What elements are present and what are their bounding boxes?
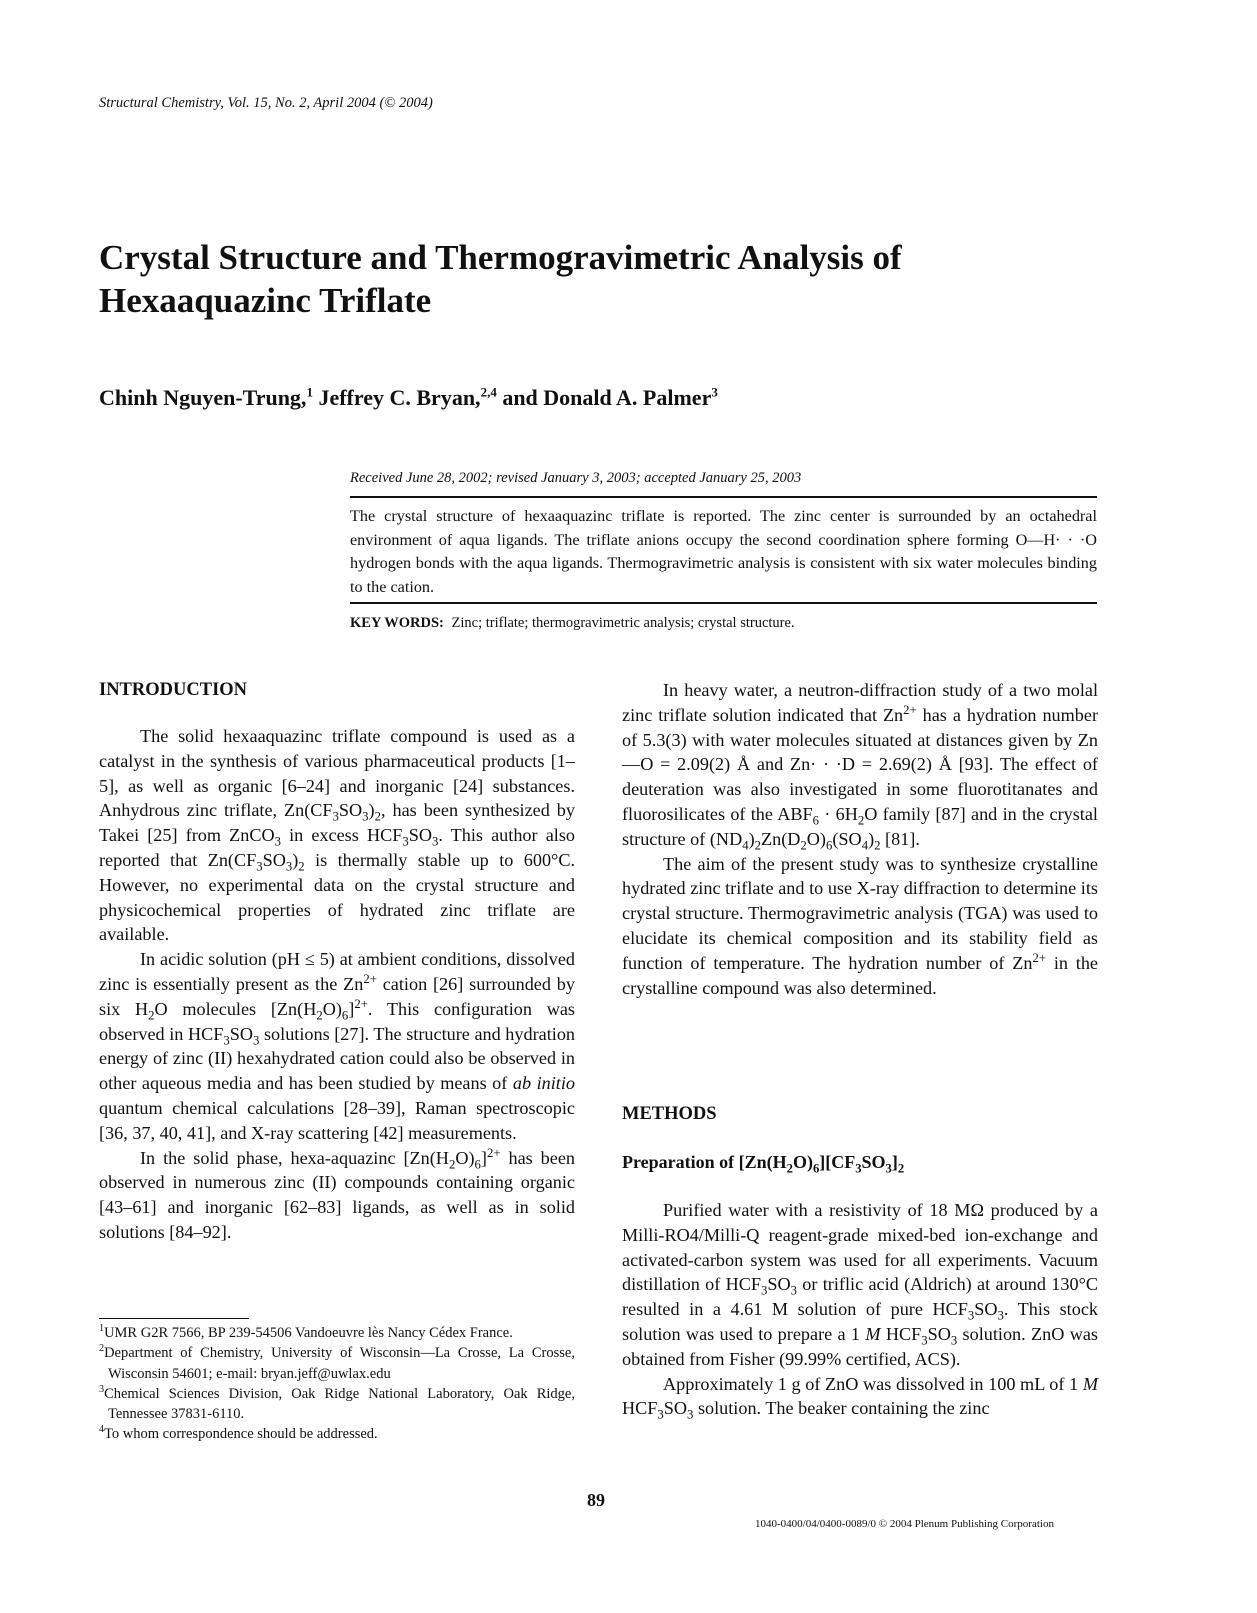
- footnote: [99, 1343, 575, 1384]
- author-affiliation-mark: 3: [711, 384, 718, 400]
- footnote: [99, 1424, 575, 1444]
- journal-citation: Structural Chemistry, Vol. 15, No. 2, April 2004 (© 2004): [99, 95, 433, 111]
- intro-paragraph-1: The solid hexaaquazinc triflate compound is used as a catalyst in the synthesis of various pharmaceutical products [1–5], as well as organic [6–24] and inorganic [24] substances. Anhydrous zinc triflate, $Zn(CF_3SO_3)_2$, has been synthesized by Takei [25] from ZnCO$_3$ in excess $HCF_3SO_3$. This author also reported that $Zn(CF_3SO_3)_2$ is thermally stable up to 600°C. However, no experimental data on the crystal structure and physicochemical properties of hydrated zinc triflate are available.: [99, 726, 575, 945]
- author-affiliation-mark: 2,4: [480, 384, 497, 400]
- author-affiliation-mark: 1: [306, 384, 313, 400]
- right-column-text: [622, 678, 1098, 1000]
- footnote-mark: 3: [99, 1384, 105, 1396]
- footnote-mark: 4: [99, 1424, 105, 1436]
- footnotes: [99, 1323, 575, 1445]
- keywords-text: Zinc; triflate; thermogravimetric analysis; crystal structure.: [451, 615, 795, 631]
- methods-paragraph-1: Purified water with a resistivity of 18 MΩ produced by a Milli-RO4/Milli-Q reagent-grade mixed-bed ion-exchange and activated-carbon system was used for all experiments. Vacuum distillation of $HCF_3SO_3$ or triflic acid (Aldrich) at around 130°C resulted in a 4.61 M solution of pure $HCF_3SO_3$. This stock solution was used to prepare a 1 M $HCF_3SO_3$ solution. ZnO was obtained from Fisher (99.99% certified, ACS).: [622, 1200, 1098, 1369]
- author-name: and Donald A. Palmer: [502, 385, 712, 410]
- footnote-text: To whom correspondence should be addressed.: [104, 1426, 378, 1443]
- intro-paragraph-2: In acidic solution (pH ≤ 5) at ambient conditions, dissolved zinc is essentially present as the $Zn^{2+}$ cation [26] surrounded by six $H_2O$ molecules $[Zn(H_2O)_6]^{2+}$. This configuration was observed in $HCF_3SO_3$ solutions [27]. The structure and hydration energy of zinc (II) hexahydrated cation could also be observed in other aqueous media and has been studied by means of ab initio quantum chemical calculations [28–39], Raman spectroscopic [36, 37, 40, 41], and X-ray scattering [42] measurements.: [99, 949, 576, 1143]
- footnote-text: Chemical Sciences Division, Oak Ridge National Laboratory, Oak Ridge, Tennessee 37831-6110.: [104, 1385, 575, 1423]
- author-name: Jeffrey C. Bryan,: [318, 385, 481, 410]
- footnote-mark: 2: [99, 1343, 105, 1355]
- footnote: [99, 1323, 575, 1343]
- abstract: The crystal structure of hexaaquazinc triflate is reported. The zinc center is surrounded by an octahedral environment of aqua ligands. The triflate anions occupy the second coordination sphere forming O—H· · ·O hydrogen bonds with the aqua ligands. Thermogravimetric analysis is consistent with six water molecules binding to the cation.: [350, 507, 1097, 596]
- article-title: Crystal Structure and Thermogravimetric Analysis of Hexaaquazinc Triflate: [99, 238, 902, 320]
- keywords: [350, 615, 795, 632]
- abstract-bottom-rule: [350, 602, 1097, 604]
- left-column-text: [99, 724, 575, 1245]
- footnote-text: UMR G2R 7566, BP 239-54506 Vandoeuvre lès Nancy Cédex France.: [104, 1325, 513, 1341]
- methods-text: [622, 1198, 1098, 1421]
- footnote-text: Department of Chemistry, University of Wisconsin—La Crosse, La Crosse, Wisconsin 54601; e-mail: bryan.jeff@uwlax.edu: [104, 1345, 575, 1382]
- keywords-label: KEY WORDS:: [350, 615, 444, 631]
- intro-paragraph-3: In the solid phase, hexa-aquazinc $[Zn(H_2O)_6]^{2+}$ has been observed in numerous zinc (II) compounds containing organic [43–61] and inorganic [62–83] ligands, as well as in solid solutions [84–92].: [99, 1145, 575, 1242]
- author-list: [99, 385, 718, 411]
- introduction-heading: INTRODUCTION: [99, 680, 248, 700]
- abstract-top-rule: [350, 496, 1097, 498]
- received-dates: Received June 28, 2002; revised January 3, 2003; accepted January 25, 2003: [350, 470, 802, 486]
- methods-heading: METHODS: [622, 1104, 717, 1124]
- right-paragraph-1: In heavy water, a neutron-diffraction study of a two molal zinc triflate solution indicated that $Zn^{2+}$ has a hydration number of 5.3(3) with water molecules situated at distances given by Zn—O = 2.09(2) Å and Zn· · ·D = 2.69(2) Å [93]. The effect of deuteration was also investigated in some fluorotitanates and fluorosilicates of the $ABF_6 \cdot 6H_2O$ family [87] and in the crystal structure of $(ND_4)_2Zn(D_2O)_6(SO_4)_2$ [81].: [622, 680, 1099, 853]
- methods-paragraph-2: Approximately 1 g of ZnO was dissolved in 100 mL of 1 M $HCF_3SO_3$ solution. The beaker containing the zinc: [622, 1373, 1098, 1423]
- page-number: 89: [587, 1490, 605, 1510]
- footnote: [99, 1384, 575, 1425]
- copyright-line: 1040-0400/04/0400-0089/0 © 2004 Plenum Publishing Corporation: [755, 1518, 1054, 1530]
- footnote-mark: 1: [99, 1323, 105, 1335]
- author-name: Chinh Nguyen-Trung,: [99, 385, 307, 410]
- preparation-subheading: Preparation of $[Zn(H_2O)_6][CF_3SO_3]_2$: [622, 1152, 905, 1176]
- footnote-rule: [99, 1318, 249, 1319]
- right-paragraph-2: The aim of the present study was to synthesize crystalline hydrated zinc triflate and to use X-ray diffraction to determine its crystal structure. Thermogravimetric analysis (TGA) was used to elucidate its chemical composition and its stability field as function of temperature. The hydration number of $Zn^{2+}$ in the crystalline compound was also determined.: [622, 853, 1098, 998]
